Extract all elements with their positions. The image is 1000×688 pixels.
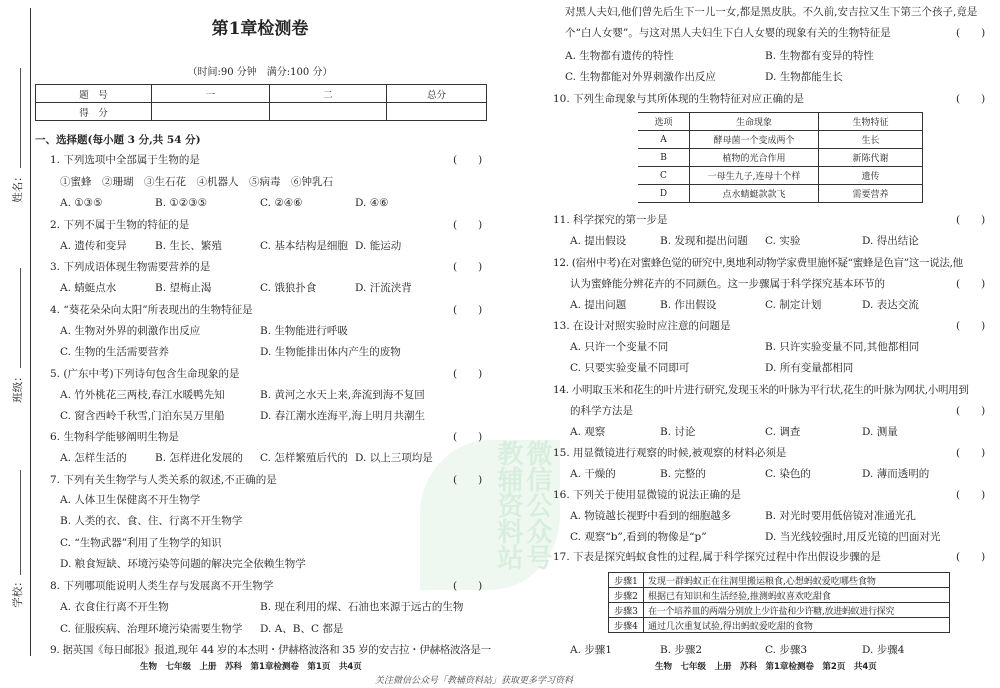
option: B. 望梅止渴 xyxy=(155,282,212,294)
page-1-footer: 生物 七年级 上册 苏科 第1章检测卷 第1页 共4页 xyxy=(140,662,362,672)
option: A. 生物对外界的刺激作出反应 xyxy=(60,325,201,337)
watermark-line1: 微信公众号 xyxy=(522,440,552,570)
option: D. 薄而透明的 xyxy=(862,468,930,480)
question-10-table xyxy=(638,112,923,203)
option: B. 生物都有变异的特性 xyxy=(765,50,874,62)
score-header-item: 题 号 xyxy=(36,85,152,103)
question-15-stem: 15. 用显微镜进行观察的时候,被观察的材料必须是 xyxy=(553,447,787,459)
table-header-cell: 选项 xyxy=(638,113,690,131)
score-header-total: 总分 xyxy=(387,85,487,103)
option: C. 饿狼扑食 xyxy=(260,282,317,294)
option: C. 窗含西岭千秋雪,门泊东吴万里船 xyxy=(60,410,225,422)
question-16-stem: 16. 下列关于使用显微镜的说法正确的是 xyxy=(553,489,742,501)
answer-paren[interactable]: ( ) xyxy=(956,278,986,290)
option: D. A、B、C 都是 xyxy=(260,623,344,635)
table-row xyxy=(638,149,923,167)
option: A. 提出假设 xyxy=(570,235,627,247)
question-13-stem: 13. 在设计对照实验时应注意的问题是 xyxy=(553,320,731,332)
score-cell-part2[interactable] xyxy=(270,103,387,121)
option: B. 步骤2 xyxy=(660,644,703,656)
option: C. 只要实验变量不同即可 xyxy=(570,362,690,374)
option: A. 竹外桃花三两枝,春江水暖鸭先知 xyxy=(60,389,225,401)
question-14-stem: 14. 小明取玉米和花生的叶片进行研究,发现玉米的叶脉为平行状,花生的叶脉为网状,小明用到 xyxy=(553,384,969,396)
option: B. 生长、繁殖 xyxy=(155,240,222,252)
option: A. 衣食住行离不开生物 xyxy=(60,601,169,613)
name-blank-line xyxy=(20,68,21,168)
question-14-stem-line2: 的科学方法是 xyxy=(570,405,633,417)
table-row xyxy=(609,618,950,633)
question-17-table xyxy=(608,572,950,633)
option: D. 生物都能生长 xyxy=(765,71,843,83)
question-9-stem-line2: 对黑人夫妇,他们曾先后生下一儿一女,都是黑皮肤。不久前,安吉拉又生下第三个孩子,竟是 xyxy=(565,6,978,18)
answer-paren[interactable]: ( ) xyxy=(956,214,986,226)
option: A. 生物都有遗传的特性 xyxy=(565,50,674,62)
option: C. 观察“b”,看到的物像是“p” xyxy=(570,531,707,543)
option: D. 汗流浃背 xyxy=(355,282,412,294)
score-cell-total[interactable] xyxy=(387,103,487,121)
page-title: 第1章检测卷 xyxy=(211,19,309,39)
option: A. 遗传和变异 xyxy=(60,240,127,252)
option: A. 提出问题 xyxy=(570,299,627,311)
option: C. 生物都能对外界刺激作出反应 xyxy=(565,71,716,83)
score-header-part1: 一 xyxy=(152,85,270,103)
question-12-stem: 12. (宿州中考)在对蜜蜂色觉的研究中,奥地利动物学家费里施怀疑“蜜蜂是色盲”这一说法,他 xyxy=(553,257,963,269)
option: D. 粮食短缺、环境污染等问题的解决完全依赖生物学 xyxy=(60,558,306,570)
table-cell: A xyxy=(638,131,690,149)
option: C. ②④⑥ xyxy=(260,197,303,209)
score-header-part2: 二 xyxy=(270,85,387,103)
option: C. 染色的 xyxy=(765,468,811,480)
answer-paren[interactable]: ( ) xyxy=(956,320,986,332)
table-row xyxy=(609,573,950,588)
question-2-stem: 2. 下列不属于生物的特征的是 xyxy=(50,219,190,231)
answer-paren[interactable]: ( ) xyxy=(453,368,483,380)
table-row xyxy=(609,588,950,603)
answer-paren[interactable]: ( ) xyxy=(453,474,483,486)
answer-paren[interactable]: ( ) xyxy=(453,219,483,231)
option: C. 调查 xyxy=(765,426,801,438)
option: C. 基本结构是细胞 xyxy=(260,240,348,252)
table-cell: 步骤1 xyxy=(609,573,644,588)
answer-paren[interactable]: ( ) xyxy=(453,580,483,592)
option: D. 得出结论 xyxy=(862,235,919,247)
table-cell: 发现一群蚂蚁正在往洞里搬运粮食,心想蚂蚁爱吃哪些食物 xyxy=(644,573,950,588)
option: B. 黄河之水天上来,奔流到海不复回 xyxy=(260,389,425,401)
option: A. 观察 xyxy=(570,426,606,438)
table-cell: B xyxy=(638,149,690,167)
option: A. 怎样生活的 xyxy=(60,452,127,464)
option: D. 表达交流 xyxy=(862,299,919,311)
question-10-stem: 10. 下列生命现象与其所体现的生物特征对应正确的是 xyxy=(553,93,805,105)
option: D. 春江潮水连海平,海上明月共潮生 xyxy=(260,410,426,422)
option: A. 物镜越长视野中看到的细胞越多 xyxy=(570,510,732,522)
question-1-items: ①蜜蜂 ②珊瑚 ③生石花 ④机器人 ⑤病毒 ⑥钟乳石 xyxy=(60,176,333,188)
table-cell: 遗传 xyxy=(819,167,923,185)
watermark-line2: 教辅资料站 xyxy=(493,440,523,570)
question-9-stem-line3: 个“白人女婴”。与这对黑人夫妇生下白人女婴的现象有关的生物特征是 xyxy=(565,27,891,39)
option: D. 步骤4 xyxy=(862,644,905,656)
option: B. 怎样进化发展的 xyxy=(155,452,243,464)
option: A. 干燥的 xyxy=(570,468,616,480)
answer-paren[interactable]: ( ) xyxy=(453,154,483,166)
option: C. 实验 xyxy=(765,235,801,247)
table-cell: 生长 xyxy=(819,131,923,149)
table-cell: 酵母菌一个变成两个 xyxy=(690,131,819,149)
option: D. 能运动 xyxy=(355,240,402,252)
option: C. 怎样繁殖后代的 xyxy=(260,452,348,464)
answer-paren[interactable]: ( ) xyxy=(956,447,986,459)
question-9-stem-line1: 9. 据英国《每日邮报》报道,现年 44 岁的本杰明・伊赫格波洛和 35 岁的安吉拉・伊赫格波洛是一 xyxy=(50,644,491,656)
option: D. 以上三项均是 xyxy=(355,452,433,464)
answer-paren[interactable]: ( ) xyxy=(956,27,986,39)
question-17-stem: 17. 下表是探究蚂蚁食性的过程,属于科学探究过程中作出假设步骤的是 xyxy=(553,551,881,563)
question-6-stem: 6. 生物科学能够阐明生物是 xyxy=(50,431,179,443)
option: A. ①③⑤ xyxy=(60,197,103,209)
question-4-stem: 4. “葵花朵朵向太阳”所表现出的生物特征是 xyxy=(50,304,253,316)
table-cell: 步骤3 xyxy=(609,603,644,618)
question-11-stem: 11. 科学探究的第一步是 xyxy=(553,214,668,226)
option: A. 蜻蜓点水 xyxy=(60,282,117,294)
option: C. 制定计划 xyxy=(765,299,822,311)
question-1-stem: 1. 下列选项中全部属于生物的是 xyxy=(50,154,200,166)
table-cell: 步骤4 xyxy=(609,618,644,633)
option: D. 生物能排出体内产生的废物 xyxy=(260,346,401,358)
option: B. ①②③⑤ xyxy=(155,197,208,209)
binding-margin-line xyxy=(30,8,31,656)
option: B. 对光时要用低倍镜对准通光孔 xyxy=(765,510,916,522)
school-blank-line xyxy=(20,470,21,575)
table-row xyxy=(609,603,950,618)
table-header-cell: 生命现象 xyxy=(690,113,819,131)
score-cell-part1[interactable] xyxy=(152,103,270,121)
option: D. ④⑥ xyxy=(355,197,389,209)
class-blank-line xyxy=(20,268,21,368)
question-3-stem: 3. 下列成语体现生物需要营养的是 xyxy=(50,261,211,273)
option: D. 当光线较强时,用反光镜的凹面对光 xyxy=(765,531,941,543)
option: B. 现在利用的煤、石油也来源于远古的生物 xyxy=(260,601,464,613)
option: B. 生物能进行呼吸 xyxy=(260,325,348,337)
class-label: 班级： xyxy=(11,371,24,403)
option: B. 作出假设 xyxy=(660,299,717,311)
table-cell: 植物的光合作用 xyxy=(690,149,819,167)
table-cell: 点水蜻蜓款款飞 xyxy=(690,185,819,203)
option: B. 只许实验变量不同,其他都相同 xyxy=(765,341,920,353)
question-8-stem: 8. 下列哪项能说明人类生存与发展离不开生物学 xyxy=(50,580,274,592)
option: A. 步骤1 xyxy=(570,644,612,656)
option: B. 人类的衣、食、住、行离不开生物学 xyxy=(60,515,243,527)
option: C. “生物武器”利用了生物学的知识 xyxy=(60,537,222,549)
table-row xyxy=(638,185,923,203)
table-header-cell: 生物特征 xyxy=(819,113,923,131)
table-cell: 步骤2 xyxy=(609,588,644,603)
name-label: 姓名： xyxy=(11,171,24,203)
question-12-stem-line2: 认为蜜蜂能分辨花卉的不同颜色。这一步骤属于科学探究基本环节的 xyxy=(570,278,885,290)
section-heading: 一、选择题(每小题 3 分,共 54 分) xyxy=(35,134,201,146)
table-cell: 新陈代谢 xyxy=(819,149,923,167)
answer-paren[interactable]: ( ) xyxy=(453,304,483,316)
table-cell: 需要营养 xyxy=(819,185,923,203)
answer-paren[interactable]: ( ) xyxy=(956,93,986,105)
table-cell: C xyxy=(638,167,690,185)
answer-paren[interactable]: ( ) xyxy=(956,405,986,417)
option: B. 完整的 xyxy=(660,468,706,480)
table-cell: 通过几次重复试验,得出蚂蚁爱吃甜的食物 xyxy=(644,618,950,633)
option: A. 人体卫生保健离不开生物学 xyxy=(60,494,201,506)
answer-paren[interactable]: ( ) xyxy=(956,551,986,563)
watermark-caption: 关注微信公众号「教辅资料站」获取更多学习资料 xyxy=(375,676,574,686)
exam-time-score: （时间:90 分钟 满分:100 分） xyxy=(187,67,333,78)
table-cell: 一母生九子,连母十个样 xyxy=(690,167,819,185)
option: C. 生物的生活需要营养 xyxy=(60,346,169,358)
answer-paren[interactable]: ( ) xyxy=(453,431,483,443)
table-row xyxy=(638,131,923,149)
option: D. 测量 xyxy=(862,426,898,438)
score-table xyxy=(35,84,487,121)
answer-paren[interactable]: ( ) xyxy=(956,489,986,501)
question-5-stem: 5. (广东中考)下列诗句包含生命现象的是 xyxy=(50,368,240,380)
score-row-label: 得 分 xyxy=(36,103,152,121)
table-cell: D xyxy=(638,185,690,203)
table-cell: 根据已有知识和生活经验,推测蚂蚁喜欢吃甜食 xyxy=(644,588,950,603)
table-row xyxy=(638,167,923,185)
answer-paren[interactable]: ( ) xyxy=(453,261,483,273)
option: B. 讨论 xyxy=(660,426,696,438)
page-2-footer: 生物 七年级 上册 苏科 第1章检测卷 第2页 共4页 xyxy=(655,662,877,672)
table-cell: 在一个培养皿的两端分别放上少许盐和少许糖,放进蚂蚁进行探究 xyxy=(644,603,950,618)
question-7-stem: 7. 下列有关生物学与人类关系的叙述,不正确的是 xyxy=(50,474,277,486)
option: A. 只许一个变量不同 xyxy=(570,341,669,353)
option: D. 所有变量都相同 xyxy=(765,362,854,374)
option: C. 征服疾病、治理环境污染需要生物学 xyxy=(60,623,243,635)
school-label: 学校： xyxy=(11,576,24,608)
option: C. 步骤3 xyxy=(765,644,808,656)
option: B. 发现和提出问题 xyxy=(660,235,748,247)
